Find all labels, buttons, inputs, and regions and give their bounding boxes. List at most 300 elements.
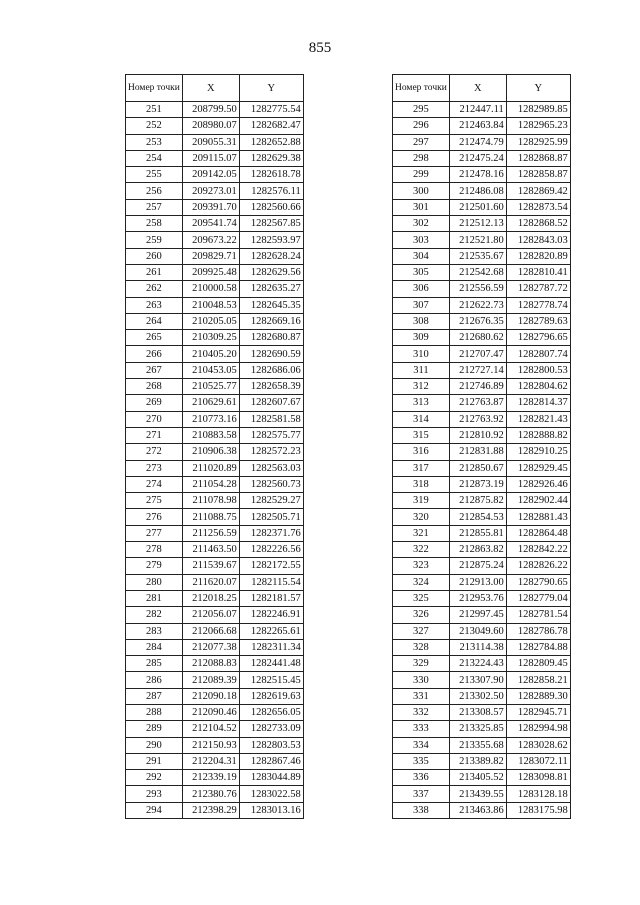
y-coordinate-cell: 1283175.98 [506, 802, 570, 818]
table-row [393, 770, 571, 786]
point-number-cell: 275 [126, 493, 183, 509]
x-coordinate-cell: 211088.75 [182, 509, 239, 525]
point-number-cell: 300 [393, 183, 450, 199]
y-coordinate-cell: 1282618.78 [239, 167, 303, 183]
x-coordinate-cell: 211463.50 [182, 542, 239, 558]
table-row [393, 248, 571, 264]
table-row [393, 346, 571, 362]
table-row [393, 590, 571, 606]
table-row [126, 688, 304, 704]
y-coordinate-cell: 1282787.72 [506, 281, 570, 297]
table-row [126, 281, 304, 297]
point-number-cell: 292 [126, 770, 183, 786]
x-coordinate-cell: 212680.62 [449, 330, 506, 346]
y-coordinate-cell: 1282607.67 [239, 395, 303, 411]
table-row [126, 574, 304, 590]
x-coordinate-cell: 212727.14 [449, 362, 506, 378]
point-number-cell: 264 [126, 313, 183, 329]
x-coordinate-cell: 212855.81 [449, 525, 506, 541]
table-row [393, 297, 571, 313]
point-number-cell: 260 [126, 248, 183, 264]
point-number-cell: 286 [126, 672, 183, 688]
point-number-cell: 337 [393, 786, 450, 802]
table-row [393, 150, 571, 166]
point-number-cell: 263 [126, 297, 183, 313]
y-coordinate-cell: 1282690.59 [239, 346, 303, 362]
x-coordinate-cell: 210773.16 [182, 411, 239, 427]
y-coordinate-cell: 1282560.73 [239, 476, 303, 492]
table-row [393, 688, 571, 704]
y-coordinate-cell: 1282803.53 [239, 737, 303, 753]
point-number-cell: 330 [393, 672, 450, 688]
point-number-cell: 299 [393, 167, 450, 183]
x-coordinate-cell: 212875.82 [449, 493, 506, 509]
y-coordinate-cell: 1282869.42 [506, 183, 570, 199]
table-row [126, 411, 304, 427]
table-row [126, 770, 304, 786]
y-coordinate-cell: 1282868.52 [506, 216, 570, 232]
x-coordinate-cell: 212090.46 [182, 704, 239, 720]
point-number-cell: 301 [393, 199, 450, 215]
x-coordinate-cell: 212056.07 [182, 607, 239, 623]
x-coordinate-cell: 212535.67 [449, 248, 506, 264]
point-number-cell: 297 [393, 134, 450, 150]
y-coordinate-cell: 1282560.66 [239, 199, 303, 215]
x-coordinate-cell: 212475.24 [449, 150, 506, 166]
table-row [126, 639, 304, 655]
y-coordinate-cell: 1282925.99 [506, 134, 570, 150]
table-row [393, 427, 571, 443]
point-number-cell: 313 [393, 395, 450, 411]
point-number-cell: 262 [126, 281, 183, 297]
table-row [126, 199, 304, 215]
y-coordinate-cell: 1282575.77 [239, 427, 303, 443]
table-row [393, 509, 571, 525]
y-coordinate-cell: 1282593.97 [239, 232, 303, 248]
x-coordinate-cell: 209541.74 [182, 216, 239, 232]
x-coordinate-cell: 210883.58 [182, 427, 239, 443]
table-row [126, 786, 304, 802]
y-coordinate-cell: 1282790.65 [506, 574, 570, 590]
point-number-cell: 279 [126, 558, 183, 574]
x-coordinate-cell: 211620.07 [182, 574, 239, 590]
point-number-cell: 259 [126, 232, 183, 248]
x-coordinate-cell: 212850.67 [449, 460, 506, 476]
point-number-cell: 334 [393, 737, 450, 753]
x-coordinate-cell: 212676.35 [449, 313, 506, 329]
point-number-cell: 332 [393, 704, 450, 720]
y-coordinate-cell: 1282629.56 [239, 264, 303, 280]
x-coordinate-cell: 213405.52 [449, 770, 506, 786]
x-coordinate-cell: 211054.28 [182, 476, 239, 492]
y-coordinate-cell: 1282680.87 [239, 330, 303, 346]
table-row [126, 558, 304, 574]
table-row [126, 362, 304, 378]
point-number-cell: 252 [126, 118, 183, 134]
table-row [126, 623, 304, 639]
point-number-cell: 267 [126, 362, 183, 378]
point-number-cell: 290 [126, 737, 183, 753]
point-number-cell: 333 [393, 721, 450, 737]
table-row [393, 623, 571, 639]
point-number-cell: 251 [126, 102, 183, 118]
table-row [393, 379, 571, 395]
table-row [393, 232, 571, 248]
table-body-right [393, 102, 571, 819]
x-coordinate-cell: 212088.83 [182, 656, 239, 672]
x-coordinate-cell: 212521.80 [449, 232, 506, 248]
x-coordinate-cell: 212018.25 [182, 590, 239, 606]
x-coordinate-cell: 210405.20 [182, 346, 239, 362]
point-number-cell: 321 [393, 525, 450, 541]
y-coordinate-cell: 1282858.21 [506, 672, 570, 688]
x-coordinate-cell: 212997.45 [449, 607, 506, 623]
y-coordinate-cell: 1282910.25 [506, 444, 570, 460]
point-number-cell: 336 [393, 770, 450, 786]
y-coordinate-cell: 1282778.74 [506, 297, 570, 313]
y-coordinate-cell: 1282172.55 [239, 558, 303, 574]
x-coordinate-cell: 212875.24 [449, 558, 506, 574]
y-coordinate-cell: 1283098.81 [506, 770, 570, 786]
y-coordinate-cell: 1282115.54 [239, 574, 303, 590]
y-coordinate-cell: 1282505.71 [239, 509, 303, 525]
x-coordinate-cell: 212913.00 [449, 574, 506, 590]
point-number-cell: 278 [126, 542, 183, 558]
x-coordinate-cell: 210525.77 [182, 379, 239, 395]
x-coordinate-cell: 212150.93 [182, 737, 239, 753]
x-coordinate-cell: 212066.68 [182, 623, 239, 639]
x-coordinate-cell: 210205.05 [182, 313, 239, 329]
x-coordinate-cell: 212486.08 [449, 183, 506, 199]
table-row [126, 460, 304, 476]
x-coordinate-cell: 210629.61 [182, 395, 239, 411]
point-number-cell: 266 [126, 346, 183, 362]
x-coordinate-cell: 213325.85 [449, 721, 506, 737]
table-row [126, 183, 304, 199]
x-coordinate-cell: 212501.60 [449, 199, 506, 215]
y-coordinate-cell: 1282868.87 [506, 150, 570, 166]
table-row [126, 346, 304, 362]
point-number-cell: 291 [126, 753, 183, 769]
table-row [126, 802, 304, 818]
y-coordinate-cell: 1282733.09 [239, 721, 303, 737]
y-coordinate-cell: 1282181.57 [239, 590, 303, 606]
point-number-cell: 269 [126, 395, 183, 411]
x-coordinate-cell: 212863.82 [449, 542, 506, 558]
point-number-cell: 312 [393, 379, 450, 395]
y-coordinate-cell: 1282686.06 [239, 362, 303, 378]
point-number-cell: 268 [126, 379, 183, 395]
x-coordinate-cell: 209055.31 [182, 134, 239, 150]
y-coordinate-cell: 1282842.22 [506, 542, 570, 558]
table-body-left [126, 102, 304, 819]
y-coordinate-cell: 1282563.03 [239, 460, 303, 476]
point-number-cell: 298 [393, 150, 450, 166]
y-coordinate-cell: 1282888.82 [506, 427, 570, 443]
x-coordinate-cell: 212873.19 [449, 476, 506, 492]
point-number-cell: 254 [126, 150, 183, 166]
x-coordinate-cell: 213307.90 [449, 672, 506, 688]
table-row [393, 639, 571, 655]
table-row [393, 460, 571, 476]
table-row [393, 721, 571, 737]
x-coordinate-cell: 212810.92 [449, 427, 506, 443]
table-row [393, 607, 571, 623]
point-number-cell: 309 [393, 330, 450, 346]
y-coordinate-cell: 1283128.18 [506, 786, 570, 802]
table-row [393, 753, 571, 769]
x-coordinate-cell: 212447.11 [449, 102, 506, 118]
x-coordinate-cell: 211256.59 [182, 525, 239, 541]
y-coordinate-cell: 1283013.16 [239, 802, 303, 818]
point-number-cell: 288 [126, 704, 183, 720]
x-coordinate-cell: 213302.50 [449, 688, 506, 704]
y-coordinate-cell: 1282867.46 [239, 753, 303, 769]
table-row [393, 574, 571, 590]
point-number-cell: 331 [393, 688, 450, 704]
y-coordinate-cell: 1282576.11 [239, 183, 303, 199]
y-coordinate-cell: 1282652.88 [239, 134, 303, 150]
y-coordinate-cell: 1282628.24 [239, 248, 303, 264]
x-coordinate-cell: 212953.76 [449, 590, 506, 606]
point-number-cell: 273 [126, 460, 183, 476]
y-coordinate-cell: 1282682.47 [239, 118, 303, 134]
header-x: X [182, 75, 239, 102]
table-row [126, 248, 304, 264]
table-row [126, 607, 304, 623]
x-coordinate-cell: 213049.60 [449, 623, 506, 639]
y-coordinate-cell: 1282994.98 [506, 721, 570, 737]
coordinates-table-right [392, 74, 571, 819]
point-number-cell: 306 [393, 281, 450, 297]
y-coordinate-cell: 1282226.56 [239, 542, 303, 558]
point-number-cell: 270 [126, 411, 183, 427]
y-coordinate-cell: 1283044.89 [239, 770, 303, 786]
table-row [126, 590, 304, 606]
point-number-cell: 271 [126, 427, 183, 443]
x-coordinate-cell: 212831.88 [449, 444, 506, 460]
y-coordinate-cell: 1282619.63 [239, 688, 303, 704]
x-coordinate-cell: 212398.29 [182, 802, 239, 818]
point-number-cell: 328 [393, 639, 450, 655]
table-row [393, 525, 571, 541]
x-coordinate-cell: 212622.73 [449, 297, 506, 313]
y-coordinate-cell: 1283072.11 [506, 753, 570, 769]
x-coordinate-cell: 212204.31 [182, 753, 239, 769]
x-coordinate-cell: 212556.59 [449, 281, 506, 297]
y-coordinate-cell: 1282658.39 [239, 379, 303, 395]
y-coordinate-cell: 1282635.27 [239, 281, 303, 297]
y-coordinate-cell: 1282311.34 [239, 639, 303, 655]
table-row [393, 802, 571, 818]
x-coordinate-cell: 212542.68 [449, 264, 506, 280]
x-coordinate-cell: 213224.43 [449, 656, 506, 672]
y-coordinate-cell: 1282820.89 [506, 248, 570, 264]
point-number-cell: 261 [126, 264, 183, 280]
x-coordinate-cell: 213439.55 [449, 786, 506, 802]
y-coordinate-cell: 1282858.87 [506, 167, 570, 183]
x-coordinate-cell: 212763.92 [449, 411, 506, 427]
x-coordinate-cell: 210000.58 [182, 281, 239, 297]
y-coordinate-cell: 1283028.62 [506, 737, 570, 753]
y-coordinate-cell: 1282567.85 [239, 216, 303, 232]
point-number-cell: 317 [393, 460, 450, 476]
x-coordinate-cell: 212090.18 [182, 688, 239, 704]
point-number-cell: 311 [393, 362, 450, 378]
y-coordinate-cell: 1282629.38 [239, 150, 303, 166]
table-row [393, 493, 571, 509]
table-row [126, 444, 304, 460]
point-number-cell: 287 [126, 688, 183, 704]
x-coordinate-cell: 212104.52 [182, 721, 239, 737]
point-number-cell: 283 [126, 623, 183, 639]
table-row [126, 264, 304, 280]
header-y: Y [506, 75, 570, 102]
point-number-cell: 265 [126, 330, 183, 346]
point-number-cell: 258 [126, 216, 183, 232]
table-row [393, 656, 571, 672]
table-row [126, 525, 304, 541]
table-row [126, 150, 304, 166]
x-coordinate-cell: 210309.25 [182, 330, 239, 346]
y-coordinate-cell: 1282515.45 [239, 672, 303, 688]
y-coordinate-cell: 1282796.65 [506, 330, 570, 346]
point-number-cell: 296 [393, 118, 450, 134]
y-coordinate-cell: 1282789.63 [506, 313, 570, 329]
point-number-cell: 303 [393, 232, 450, 248]
point-number-cell: 294 [126, 802, 183, 818]
table-row [126, 379, 304, 395]
y-coordinate-cell: 1282784.88 [506, 639, 570, 655]
y-coordinate-cell: 1282807.74 [506, 346, 570, 362]
x-coordinate-cell: 212089.39 [182, 672, 239, 688]
point-number-cell: 280 [126, 574, 183, 590]
y-coordinate-cell: 1282804.62 [506, 379, 570, 395]
table-row [126, 737, 304, 753]
point-number-cell: 320 [393, 509, 450, 525]
x-coordinate-cell: 213463.86 [449, 802, 506, 818]
table-row [126, 509, 304, 525]
table-row [126, 672, 304, 688]
y-coordinate-cell: 1282864.48 [506, 525, 570, 541]
y-coordinate-cell: 1282779.04 [506, 590, 570, 606]
point-number-cell: 277 [126, 525, 183, 541]
point-number-cell: 284 [126, 639, 183, 655]
y-coordinate-cell: 1282809.45 [506, 656, 570, 672]
point-number-cell: 289 [126, 721, 183, 737]
y-coordinate-cell: 1282246.91 [239, 607, 303, 623]
table-row [393, 362, 571, 378]
point-number-cell: 304 [393, 248, 450, 264]
y-coordinate-cell: 1282645.35 [239, 297, 303, 313]
table-row [393, 199, 571, 215]
x-coordinate-cell: 209391.70 [182, 199, 239, 215]
y-coordinate-cell: 1282814.37 [506, 395, 570, 411]
x-coordinate-cell: 209673.22 [182, 232, 239, 248]
point-number-cell: 307 [393, 297, 450, 313]
point-number-cell: 305 [393, 264, 450, 280]
header-x: X [449, 75, 506, 102]
point-number-cell: 329 [393, 656, 450, 672]
table-row [393, 542, 571, 558]
x-coordinate-cell: 212707.47 [449, 346, 506, 362]
y-coordinate-cell: 1282821.43 [506, 411, 570, 427]
point-number-cell: 316 [393, 444, 450, 460]
point-number-cell: 302 [393, 216, 450, 232]
table-row [126, 313, 304, 329]
header-point-number: Номер точки [126, 75, 183, 102]
y-coordinate-cell: 1282800.53 [506, 362, 570, 378]
y-coordinate-cell: 1282945.71 [506, 704, 570, 720]
table-row [393, 411, 571, 427]
point-number-cell: 256 [126, 183, 183, 199]
y-coordinate-cell: 1282441.48 [239, 656, 303, 672]
y-coordinate-cell: 1282881.43 [506, 509, 570, 525]
point-number-cell: 255 [126, 167, 183, 183]
x-coordinate-cell: 209925.48 [182, 264, 239, 280]
header-y: Y [239, 75, 303, 102]
point-number-cell: 322 [393, 542, 450, 558]
y-coordinate-cell: 1282781.54 [506, 607, 570, 623]
point-number-cell: 319 [393, 493, 450, 509]
table-row [126, 395, 304, 411]
table-row [393, 313, 571, 329]
table-row [126, 118, 304, 134]
table-row [126, 216, 304, 232]
y-coordinate-cell: 1282371.76 [239, 525, 303, 541]
point-number-cell: 257 [126, 199, 183, 215]
x-coordinate-cell: 212077.38 [182, 639, 239, 655]
y-coordinate-cell: 1282902.44 [506, 493, 570, 509]
table-row [126, 330, 304, 346]
table-row [126, 656, 304, 672]
x-coordinate-cell: 212746.89 [449, 379, 506, 395]
point-number-cell: 272 [126, 444, 183, 460]
x-coordinate-cell: 212380.76 [182, 786, 239, 802]
x-coordinate-cell: 210048.53 [182, 297, 239, 313]
table-row [126, 134, 304, 150]
y-coordinate-cell: 1282929.45 [506, 460, 570, 476]
point-number-cell: 325 [393, 590, 450, 606]
point-number-cell: 338 [393, 802, 450, 818]
x-coordinate-cell: 210453.05 [182, 362, 239, 378]
table-row [126, 232, 304, 248]
point-number-cell: 276 [126, 509, 183, 525]
coordinates-table-left [125, 74, 304, 819]
table-row [393, 118, 571, 134]
page-number: 855 [308, 40, 332, 56]
table-row [126, 167, 304, 183]
x-coordinate-cell: 211020.89 [182, 460, 239, 476]
table-row [393, 102, 571, 118]
x-coordinate-cell: 209829.71 [182, 248, 239, 264]
y-coordinate-cell: 1283022.58 [239, 786, 303, 802]
point-number-cell: 335 [393, 753, 450, 769]
x-coordinate-cell: 212763.87 [449, 395, 506, 411]
table-row [393, 476, 571, 492]
table-row [393, 281, 571, 297]
x-coordinate-cell: 211078.98 [182, 493, 239, 509]
table-row [126, 542, 304, 558]
point-number-cell: 327 [393, 623, 450, 639]
table-row [393, 264, 571, 280]
x-coordinate-cell: 212854.53 [449, 509, 506, 525]
point-number-cell: 293 [126, 786, 183, 802]
point-number-cell: 315 [393, 427, 450, 443]
table-row [126, 704, 304, 720]
point-number-cell: 253 [126, 134, 183, 150]
y-coordinate-cell: 1282775.54 [239, 102, 303, 118]
